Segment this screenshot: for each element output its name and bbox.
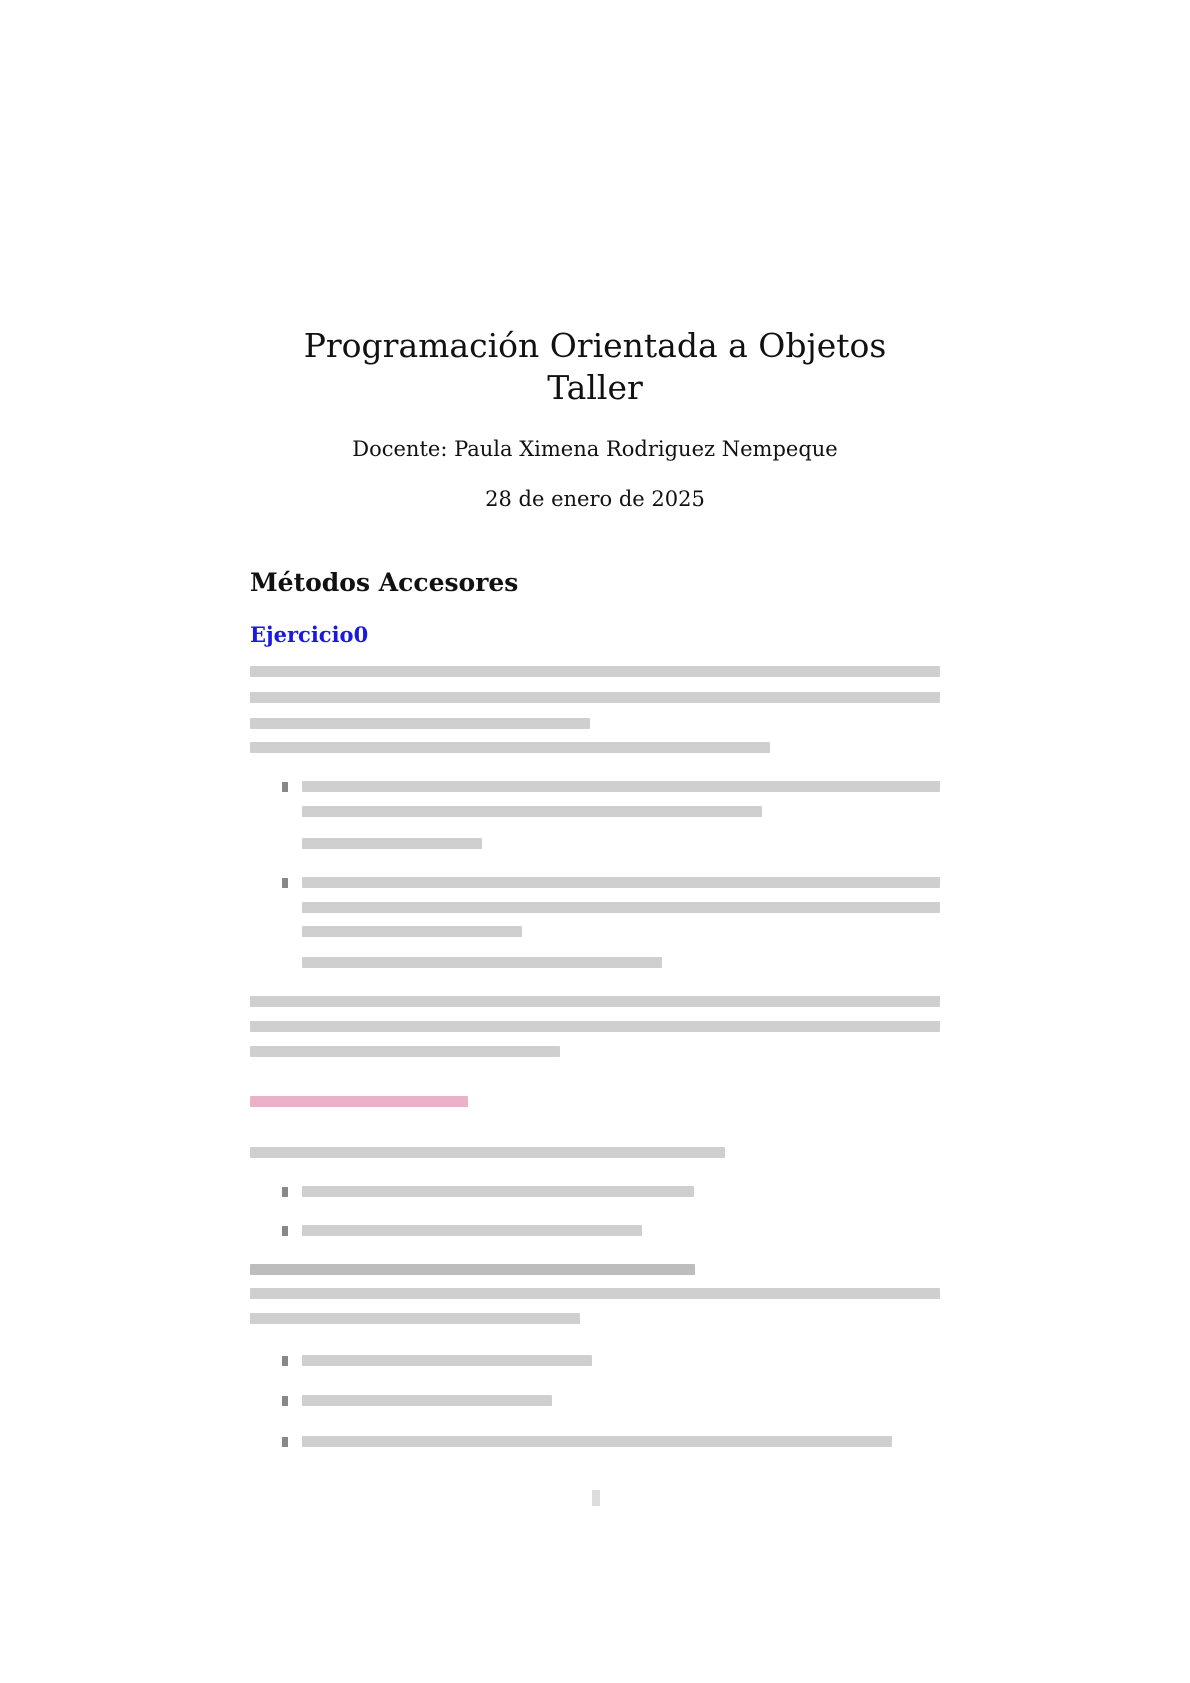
redacted-line [250,742,770,753]
redacted-line [302,902,940,913]
section-heading: Métodos Accesores [250,568,519,597]
redacted-line [302,1395,552,1406]
redacted-line [250,1288,940,1299]
bullet-icon [282,1187,288,1197]
author-line: Docente: Paula Ximena Rodriguez Nempeque [352,437,838,461]
redacted-objectives-heading [250,1096,468,1107]
bullet-icon [282,1226,288,1236]
bullet-icon [282,1356,288,1366]
bullet-icon [282,1437,288,1447]
redacted-line [250,666,940,677]
redacted-line [302,838,482,849]
redacted-line [302,957,662,968]
subsection-heading: Ejercicio0 [250,622,369,647]
document-subtitle: Taller [547,368,643,407]
redacted-line [250,1147,725,1158]
redacted-line [250,1264,695,1275]
redacted-line [250,1046,560,1057]
redacted-line [302,1355,592,1366]
redacted-line [250,692,940,703]
redacted-line [250,1021,940,1032]
redacted-line [250,718,590,729]
redacted-page-number [592,1490,600,1506]
redacted-line [302,926,522,937]
redacted-line [302,1225,642,1236]
redacted-line [302,806,762,817]
redacted-line [302,877,940,888]
document-title: Programación Orientada a Objetos [303,326,887,365]
redacted-line [250,996,940,1007]
bullet-icon [282,878,288,888]
redacted-line [250,1313,580,1324]
redacted-line [302,1436,892,1447]
document-date: 28 de enero de 2025 [485,487,705,511]
redacted-line [302,1186,694,1197]
redacted-line [302,781,940,792]
bullet-icon [282,1396,288,1406]
bullet-icon [282,782,288,792]
